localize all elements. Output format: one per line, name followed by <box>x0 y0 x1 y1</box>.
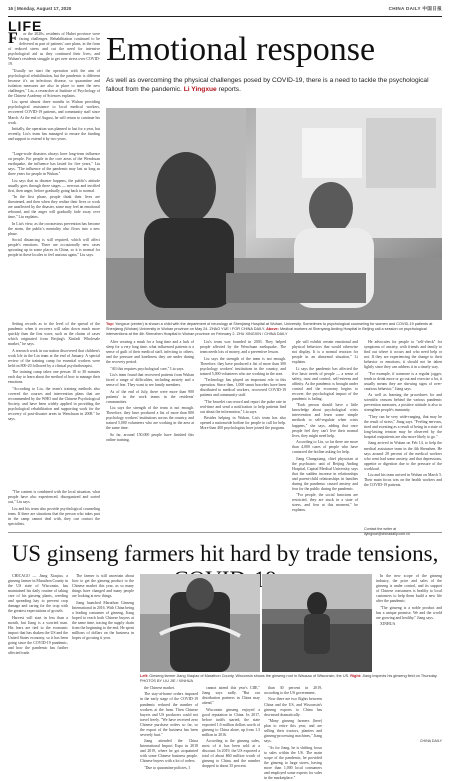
ginseng-caption: Left: Ginseng farmer Jiang Xiaqiao of Marathon County, Wisconsin shows the ginseng root in Wausau of Wisconsin, the US. Right: Jiang inspects his ginseng field on Thursday. PHOTOS BY LIU JIE / XINHUA <box>140 674 438 683</box>
second-headline: US ginseng farmers hit hard by trade tensions, <box>11 541 439 566</box>
second-column-3: the Chinese market. The stay-at-home orders imposed in the early stage of the COVID-19 pandemic reduced the number of workers at the farm. Then Chinese buyers and US producers could not travel freely. "We have received zero Chinese purchase orders so far, so the export of the business has been severely hurt." Jiang attended the China International Import Expo in 2018 and 2019, where he got acquainted with some Chinese business people. Chinese buyers with a lot of orders. "Due to quarantine policies, I <box>140 686 198 770</box>
second-column-4: cannot attend this year's CIIE," Jiang says sadly. "But our distribution partners in China may attend." Wisconsin ginseng enjoyed a good reputation in China. In 2017, before tariffs started, the state exported 1.6 million dollars worth of ginseng to China alone, up from 1.3 million in 2016. According to the ginseng sales, most of it has been sold at a discount. In 2019, the US exported a total of about $60 million worth of ginseng to China, and the number dropped to about 35 percent. <box>202 686 260 769</box>
ginseng-photo-right <box>262 574 372 672</box>
feature-headline: Emotional response <box>106 31 376 68</box>
feature-column-6: Liu's team was founded in 2003. They helped people affected by the Wenchuan earthquake. The team needs lots of money, and a preventive lesson. Liu says the strength of the team is not enough. Therefore, they have produced a list of more than 300 psychology workers' institutions in the country, and trained 5,000 volunteers who are working in the area. "Technology has played an important role in this operation. Since then, 1,000 smart bracelets have been distributed to medical workers, recovered COVID-19 patients and community staff. "The bracelet can record and report the pulse rate in real-time and send a notification to help patients find out about the information," Liu says. Besides helping in Wuhan, Liu's team has also opened a nationwide hotline for people to call for help. More than 400 psychologists have joined the program. <box>200 340 286 431</box>
contact-email: liyingxue@chinadaily.com.cn <box>364 532 410 536</box>
photo-counseling-scene <box>106 108 442 320</box>
second-column-5: than 30 percent in 2019, according to the US government. Now there are two flights between China and the US, and Wisconsin's ginseng exports to China has decreased dramatically. "Many ginseng farmers (here) plan to retire this year, and are selling their tractors, planters and ginseng-processing machines," Jiang says. "As for Jiang, he is shifting focus to sales within the US. The main scope of the pandemic, he provided the ginseng to large stores, having more than 1,000 local consumers and employed some experts for sales in the marketplace." <box>264 686 322 780</box>
top-rule <box>8 16 442 17</box>
contact-line: Contact the writer at liyingxue@chinadaily.com.cn <box>364 527 410 536</box>
paper-logo: CHINA DAILY 中国日报 <box>388 6 442 11</box>
feature-photo-top <box>106 108 442 320</box>
feature-column-4: "The content is combined with the local situation, what people have also experienced, disorganized and sorted out," Liu says. Liu and his team also provide psychological counseling team. If there are situations that the person who takes part in the camp cannot deal with, they can contact the specialists. <box>8 490 100 526</box>
feature-column-1: F or the 2020s, residents of Hubei province were facing challenges. Rehabilitation continued to be delivered as part of patients' care plans, in the form of reduced stress and cut the need for intensive psychological aid as they continued their lives, and Wuhan's residents struggle to get over stress over COVID-19. "Usually we start the operation with the aim of psychological rehabilitation, but the pandemic is different because it's an infectious disease, so quarantine and isolation measures are also in place to meet the new challenges," Liu, a researcher at Institute of Psychology of the Chinese Academy of Sciences explains. Liu spent almost three months in Wuhan providing psychological assistance to local medical workers, recovered COVID-19 patients, and community staff since March. At the end of August, he will return to continue his work. Initially, the operation was planned to last for a year, but recently, Liu's team has managed to ensure the funding and support to extend it by two years. <box>8 30 100 142</box>
feature-column-2: "Large-scale disasters always have long-term influence on people. For people in the core areas of the Wenchuan earthquake, the influence has lasted for five years," Liu says. "The influence of the pandemic may last as long as three years for people in Wuhan." Liu says that as disaster happens, the public's attitude usually goes through three stages — nervous and terrified first, then anger, before gradually going back to normal. "In the first phase, people think their lives are threatened, and then when they realize their lives or work are unaffected by the disaster, some may feel an emotional rebound, and the anger will gradually fade away over time," Liu explains. In Liu's view, as the coronavirus prevention has become the norm, the public's mentality also flows into a new phase. Social distancing is still required, which will affect people's emotions. There are occasionally new cases sprouting up in some places in China, so it is normal for people in these locales to feel anxious again," Liu says. <box>8 152 100 258</box>
feature-column-5: After wearing a mask for a long time and a lack of sleep for a very long time, what influenced patients is a sense of guilt of their medical staff, infecting to others, and the pressure and loneliness they are under during the recovery period. "All this requires psychological care," Liu says. Liu's team found that recovered patients from Wuhan faced a range of difficulties, including anxiety and a sense of fear. They want to see family members. As of the end of July, there were more than 900 patients' in the work teams in the residents' communities. Liu says the strength of the team is not enough. Therefore, they have produced a list of more than 800 psychology workers' institutions across the country, and trained 5,000 volunteers who are working in the area at the same time. So far, around 150,000 people have finished this online training. <box>106 340 194 442</box>
second-column-2: The farmer is still uncertain about how to get the ginseng product to the Chinese market this year, as so many things have changed and many people are looking at new things. Jiang launched Marathon Ginseng International in 2016. With China being a leading consumer of ginseng, Jiang hoped to reach both Chinese buyers at the same time, tracing the supply chain from the beginning to the end. He spent millions of dollars on the business in hopes of growing it year. <box>72 574 135 640</box>
feature-column-7: ple will exhibit certain emotional and physical behaviors that would otherwise not display. It is a normal reaction for people in an abnormal situation," Li explains. Li says the pandemic has affected the five basic needs of people — a sense of safety, trust and control, self-esteem and affinity. As the pandemic is brought under control and the economy begins to recover, the psychological impact of the pandemic is fading. "Each person should have a little knowledge about psychological crisis intervention and learn some simple methods to self-regulate when crisis happens," she says, adding that once people feel they can't live their normal lives, they might need help. According to Liu, so far there are more than 4,000 cases of people who have contacted the hotline asking for help. Jiang Changxiang, chief physician at the psychiatric unit of Beijing Anding Hospital, Capital Medical University, says that the sudden increase in relationships and parent-child relationships in families during the pandemic caused anxiety and fear for the public during the pandemic. "For people, the social functions are restricted, they are stuck in a state of stress, and fear at this moment," he explains. <box>292 340 358 513</box>
deck-byline: Li Yingxue <box>183 86 217 93</box>
drop-cap: F <box>8 30 18 47</box>
masthead <box>8 5 442 15</box>
section-title: LIFE <box>8 18 43 34</box>
folio: CHINA DAILY <box>419 739 442 743</box>
page-date: 16 | Monday, August 17, 2020 <box>8 6 72 11</box>
feature-column-3: Setting records as to the level of the spread of the pandemic when it recovers will calm down much more quickly than the first wave, such as the chains of cases which originated from Beijing's Xinfadi Wholesale market," he says. A research work in our nation discovered that children's work life in the Lin team at the end of January. A special review of the training camp for essential workers were held on 800-20 followed by a clinical psychotherapist. The training camp takes one person 18 to 30 minutes each day to learn about the method of how to manage their emotions. "According to Liu, the team's training methods also covered the courses and intervention plans that are recommended by the WHO and the Chinese Psychological Society, and have been widely applied in providing the psychological rehabilitation and supporting work for the recovery of post-disaster areas in Wenchuan in 2008." he says. <box>8 322 100 422</box>
ginseng-photo-left <box>140 574 260 672</box>
feature-deck: As well as overcoming the physical challenges posed by COVID-19, there is a need to tackle the psychological fallout from the pandemic. Li Yingxue reports. <box>106 77 429 93</box>
second-column-1: CHICAGO — Jiang Xiaqiao, a ginseng farmer in Marathon County in the US state of Wisconsin, has maintained his daily routine of taking care of his ginseng plants, weeding and spreading hay to prevent crop damage and caring for the crop with the greatest expectations of growth. Harvest will start in less than a month, but Jiang is a worried man. His fears are tied to the economic impact that has shaken the US and the United States economy, so it has been going since the COVID-19 pandemic, and how the pandemic has further affected trade. <box>8 574 68 656</box>
top-photo-caption: Top: Yongxue (center) is shown a child with the department of neurology at Shenjiang Hospital at Wuhan, University. Sometimes to psychological counseling for women and COVID-19 patients at Shenjiang (Wuhan) University in Wuhan province on May 24. ZHAO YUE / FOR CHINA DAILY. Above: Medical workers at Shenyang Anding Hospital in Beijing call a session on psychological interventions at the 4th Shenzhen Hospital in Wuhan province on February 2. ZHU XINGXIN / CHINA DAILY <box>106 322 433 336</box>
feature-column-9: He advocates for people to "self-check" for symptoms of anxiety, with friends and family to find out where it occurs and who need help or not. If they are experiencing the change to their behavior or emotions, it should not be taken lightly since they can address it in a timely way. "For example, if someone is a regular jogger, tends to drink more or go out and exercise a lot, it usually means they are showing signs of over-cautious behavior," Jiang says. As well as learning the procedures for and scientific reasons behind the various pandemic prevention measures, a positive attitude is also to strengthen people's immunity. "They can be very wide-ranging, that may be the result of stress," Jiang says. "Feeling nervous, tired and sweating as a result of being in a state of long-lasting tension may be observed by the hospital outpatients are also more likely to go." Jiang arrived in Wuhan on Feb 14, to help the medical assistance team in the 4th Shenzhen. He says around 28 percent of the medical workers who went had some anxiety, and that depressions, appetite or digestion due to the pressure of the workload. Liu and his team arrived in Wuhan on March 5. Their main focus was on the health workers and the COVID-19 patients. <box>364 340 442 488</box>
second-column-6: In the new scope of the ginseng industry, the price and sales of the ginseng is under control, and its support of Chinese consumers is healthy to local customers to help them build a new life after the pandemic. "The ginseng is a noble product and has a unique promise. We and the world are growing and healthy," Jiang says. XINHUA <box>376 574 442 627</box>
